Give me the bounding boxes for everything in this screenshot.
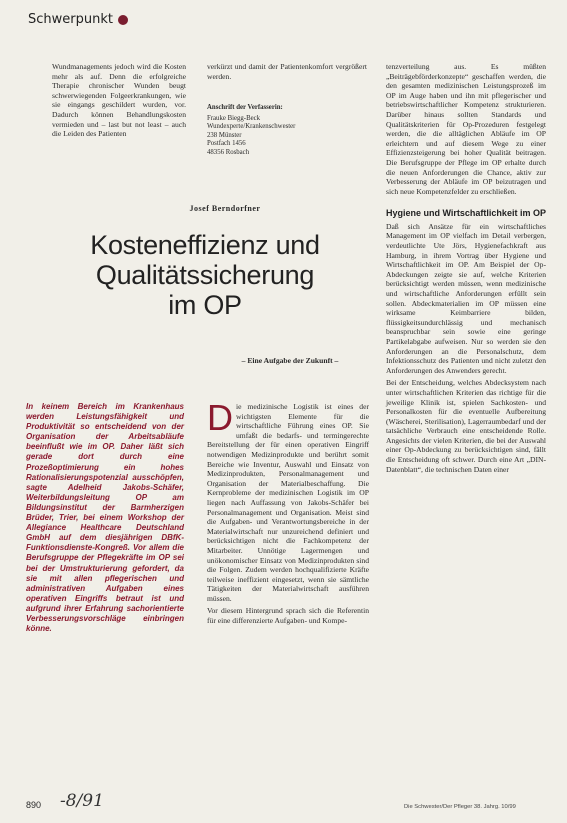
column-3-body	[386, 62, 546, 477]
column-2-body	[207, 397, 369, 629]
body-paragraph	[207, 397, 369, 603]
article-title	[40, 230, 370, 320]
footer-source: Die Schwester/Der Pfleger 38. Jahrg. 10/99	[404, 804, 516, 810]
body-paragraph: tenzverteilung aus. Es müßten „Beiträgebförderkonzepte“ geschaffen werden, die den gesamten medizinischen Leistungsprozeß im OP im Auge haben und ihn mit pflegerischer und betriebswirtschaftlicher Kompetenz strukturieren. Darüber hinaus sollten Standards und Qualitätskriterien für Op-Prozeduren festgelegt werden, die die alltäglichen Abläufe im OP erleichtern und auf diesem Wege zu einer Effizienzsteigerung bei hoher Qualität beitragen. Die Berufsgruppe der Pflege im OP erhalte durch die neuen Anforderungen die Chance, aktiv zur Verbesserung der Abläufe im OP beizutragen und sich neue Kompetenzfelder zu erschließen.	[386, 62, 546, 196]
body-paragraph: Daß sich Ansätze für ein wirtschaftliches Management im OP vielfach im Detail verbergen, verdeutlichte Ute Jörs, Hygienefachkraft aus Hamburg, in ihrem Vortrag über Hygiene und Wirtschaftlichkeit im OP. Am Beispiel der Op-Abdeckungen zeigte sie auf, welche Kriterien berücksichtigt werden müssen, wenn medizinische und wirtschaftliche Anforderungen erfüllt sein sollen. Abdeckmaterialien im OP müssen eine wirksame Keimbarriere bilden, flüssigkeitsundurchlässig und mechanisch beanspruchbar sein sowie eine geringe Partikelabgabe aufweisen. Nur so werden sie den Anforderungen an die Personalschutz, dem Infektionsschutz des Patienten und nicht zuletzt den Anforderungen des Anwenders gerecht.	[386, 221, 546, 375]
section-bullet-icon	[118, 15, 128, 25]
column-1-top-text	[52, 62, 186, 142]
column-2-top-text	[207, 62, 367, 84]
address-line: 48356 Rosbach	[207, 148, 250, 156]
article-intro: In keinem Bereich im Krankenhaus werden Leistungsfähigkeit und Produktivität so entscheidend von der Organisation der Arbeitsabläufe beeinflußt wie im OP. Daher läßt sich gerade dort durch eine Prozeßoptimierung ein hohes Rationalisierungspotenzial ausschöpfen, sagte Adelheid Jakobs-Schäfer, Weiterbildungsleitung OP am Bildungsinstitut der Barmherzigen Brüder, Trier, bei einem Workshop der Allegiance Healthcare Deutschland GmbH auf dem diesjährigen DBfK-Funktionsdienste-Kongreß. Vor allem die Berufsgruppe der Pflegekräfte im OP sei bei der Umstrukturierung gefordert, da sie mit allen pflegerischen und administrativen Aufgaben eines operativen Eingriffs betraut ist und aufgrund ihrer Erfahrung sachorientierte Verbesserungsvorschläge einbringen könne.	[26, 402, 184, 634]
drop-cap: D	[207, 397, 233, 438]
section-label: Schwerpunkt	[28, 12, 113, 27]
address-line: Postfach 1456	[207, 140, 246, 148]
title-line-1: Kosteneffizienz und	[90, 230, 320, 260]
column-1-paragraph: Wundmanagements jedoch wird die Kosten mehr als auf. Denn die erfolgreiche Therapie chronischer Wunden beugt schwerwiegenden Folgeerkrankungen, wie sie eingangs geschildert wurden, vor. Dadurch können Behandlungskosten vermieden und – last but not least – auch die Leiden des Patienten	[52, 62, 186, 139]
author-address	[207, 104, 357, 158]
address-heading: Anschrift der Verfasserin:	[207, 104, 283, 111]
address-line: Wundexperte/Krankenschwester	[207, 123, 296, 131]
article-subtitle: – Eine Aufgabe der Zukunft –	[241, 356, 339, 365]
title-line-3: im OP	[168, 290, 242, 320]
address-line: Frauke Biegg-Beck	[207, 114, 261, 122]
body-paragraph: Vor diesem Hintergrund sprach sich die Referentin für eine differenzierte Aufgaben- und Kompe-	[207, 606, 369, 626]
title-line-2: Qualitätssicherung	[95, 260, 315, 290]
section-header	[28, 12, 128, 27]
subheading: Hygiene und Wirtschaftlichkeit im OP	[386, 208, 546, 219]
column-2-paragraph: verkürzt und damit der Patientenkomfort vergrößert werden.	[207, 62, 367, 81]
body-paragraph-text: ie medizinische Logistik ist eines der wichtigsten Elemente für die wirtschaftliche Führung eines OP. Sie umfaßt die bedarfs- und termingerechte Bereitstellung der für einen operativen Eingriff notwendigen Medizinprodukte und berührt somit Bereiche wie Inventur, Auswahl und Einsatz von Medizinprodukten, Personalmanagement und Organisation der Materialbeschaffung. Die Kernprobleme der medizinischen Logistik im OP liegen nach Auffassung von Jakobs-Schäfer bei Personalmanagement und Organisation. Meist sind die Aufgaben- und Verantwortungsbereiche in der Materialwirtschaft nur unzureichend definiert und berücksichtigen nicht die Fachkompetenz der Mitarbeiter. Unnötige Lagermengen und unökonomischer Einsatz von Medizinprodukten sind die Folgen. Zudem werden hochqualifizierte Kräfte teilweise ineffizient eingesetzt, wenn sie sämtliche Tätigkeiten der Materialwirtschaft ausführen müssen.	[207, 402, 369, 603]
article-author: Josef Berndorfner	[189, 204, 261, 213]
address-line: 238 Münster	[207, 131, 242, 139]
page-number: 890	[26, 800, 42, 810]
body-paragraph: Bei der Entscheidung, welches Abdecksystem nach unter wirtschaftlichen Kriterien das richtige für die jeweilige Klinik ist, spielen Sachkosten- und Personalkosten für die eventuelle Aufbereitung (Wäscherei, Sterilisation), Lagerraumbedarf und der tatsächliche Verbrauch eine entscheidende Rolle. Angesichts der vielen Kriterien, die bei der Auswahl einer Op-Abdeckung zu berücksichtigen sind, fällt die Entscheidung oft schwer. Durch eine Art „DIN-Datenblatt“, die technischen Daten einer	[386, 378, 546, 474]
handwritten-note: -8/91	[60, 791, 104, 811]
